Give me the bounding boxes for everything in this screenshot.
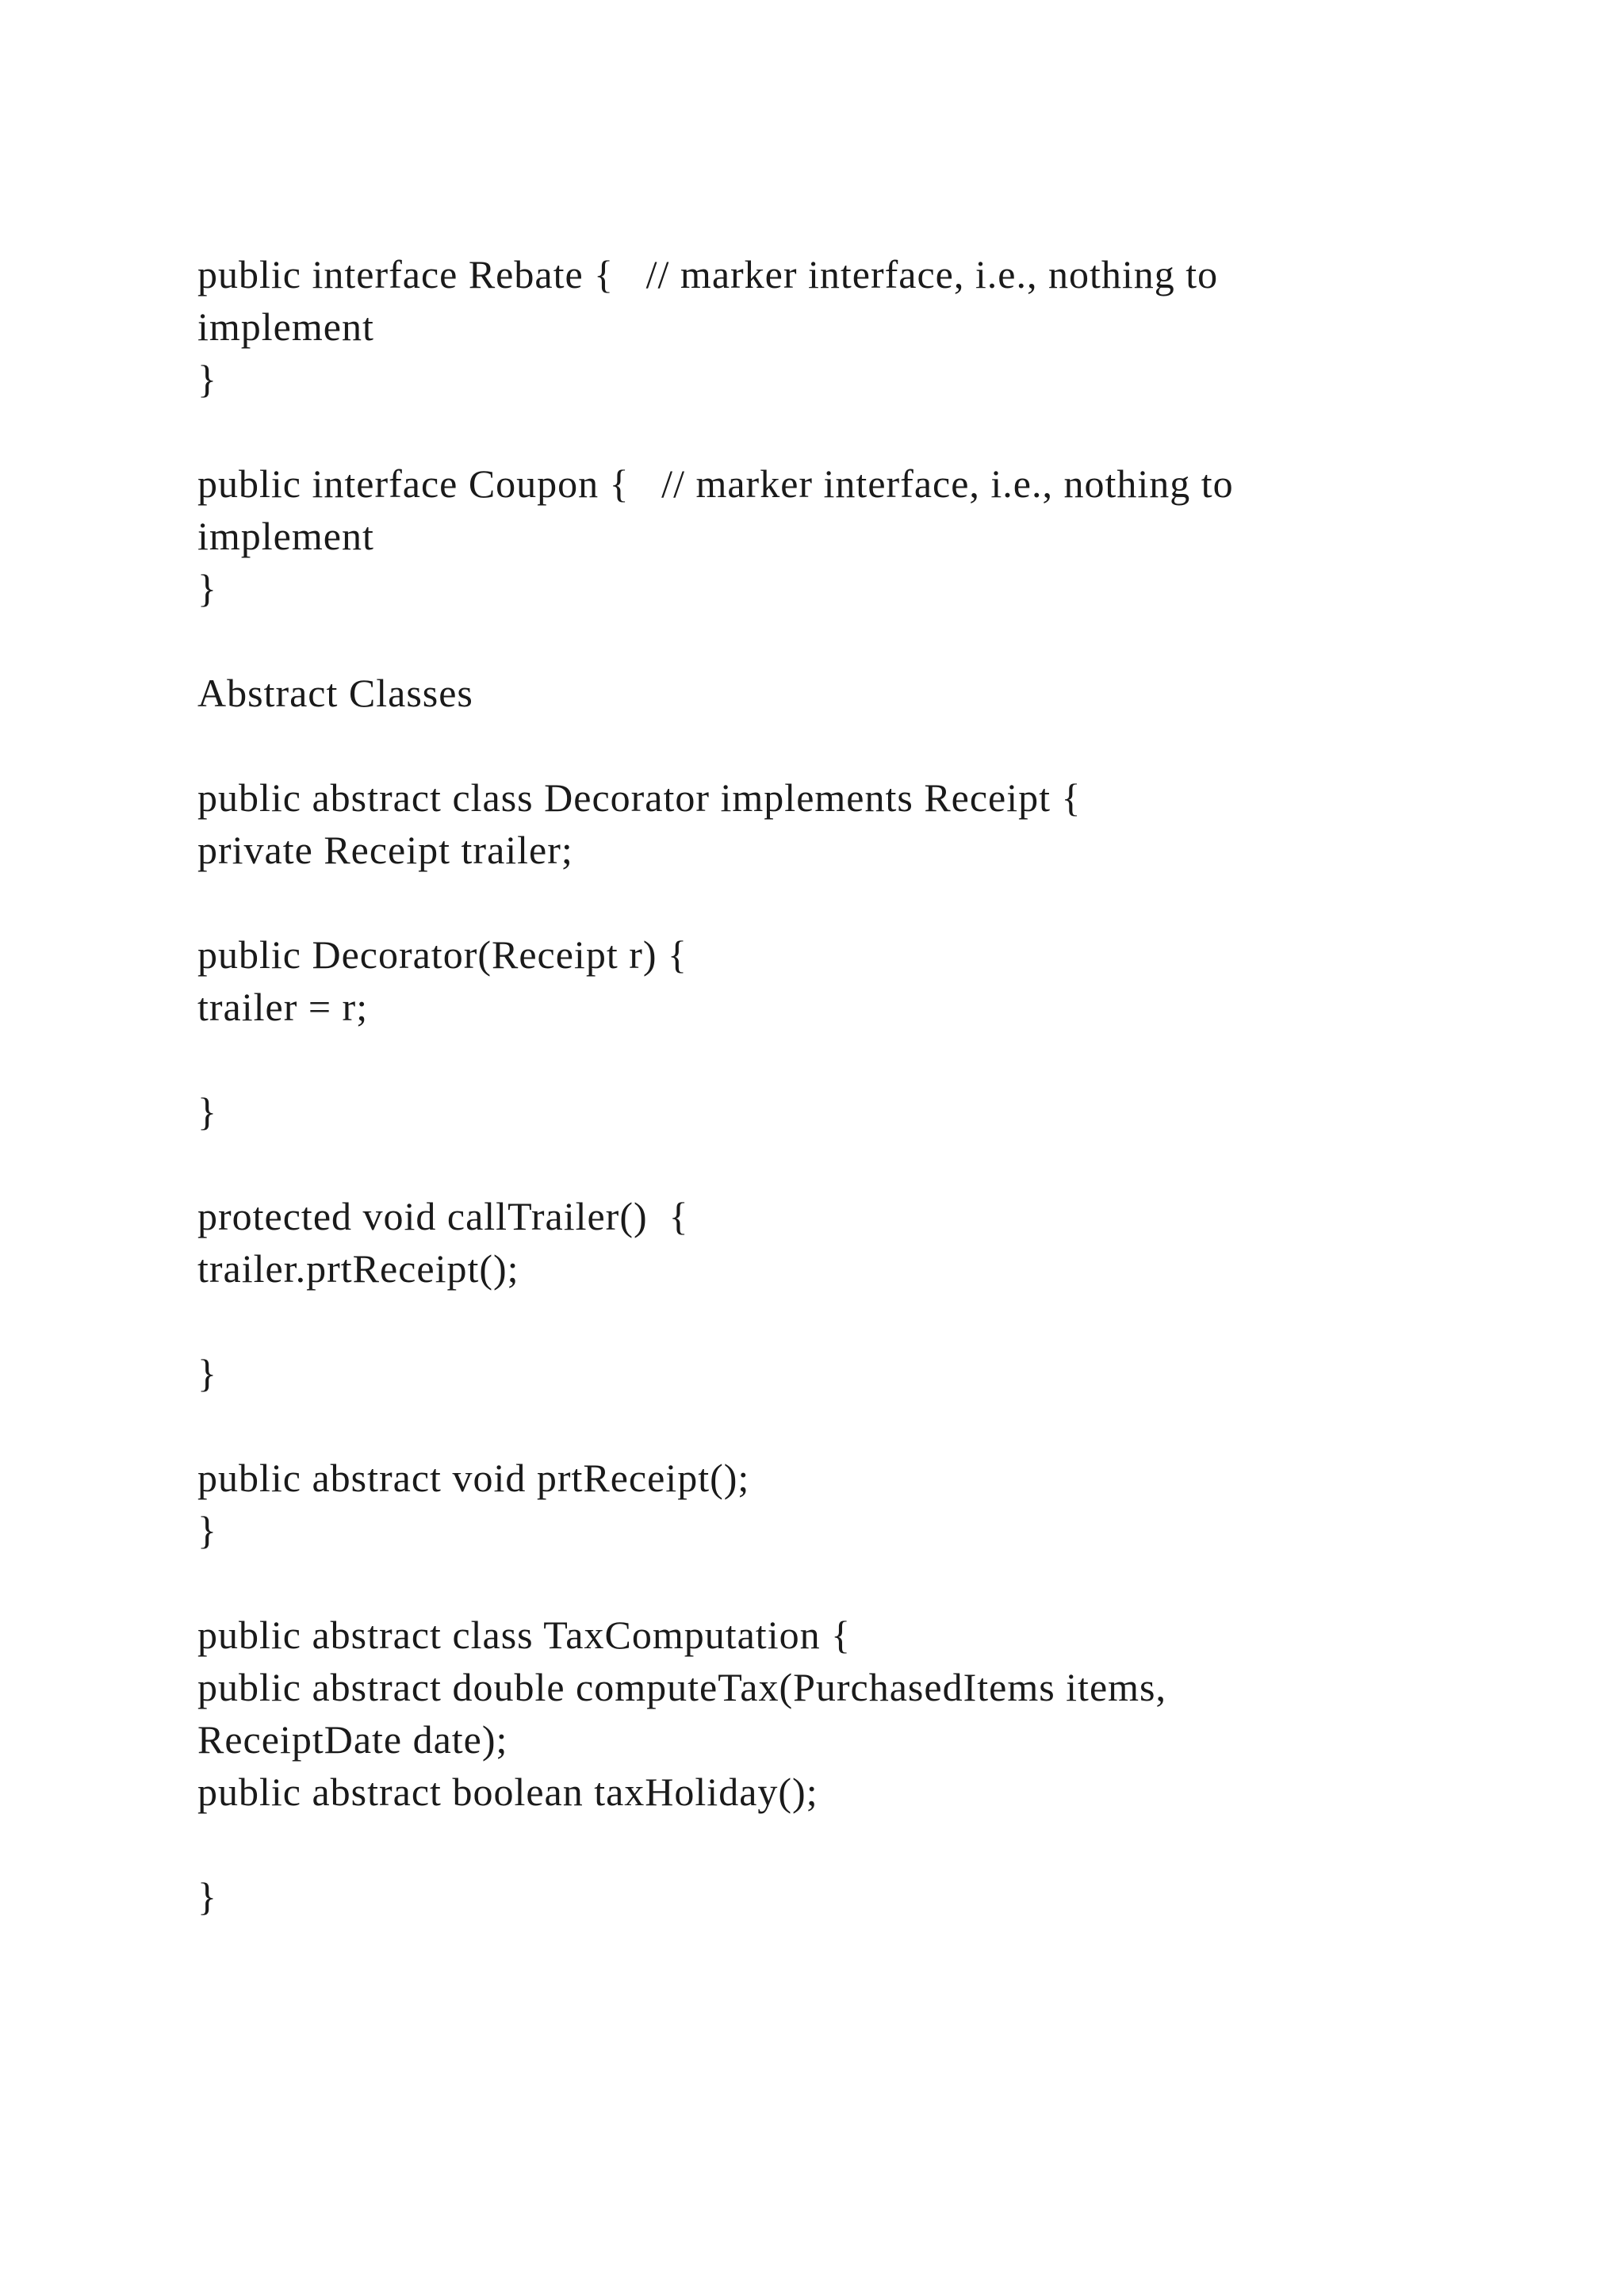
- code-line-call-trailer: protected void callTrailer() {: [197, 1194, 689, 1238]
- code-line-implement: implement: [197, 514, 374, 558]
- code-line-close-brace: }: [197, 1874, 217, 1919]
- code-line-trailer-prt-receipt: trailer.prtReceipt();: [197, 1246, 519, 1291]
- code-line-close-brace: }: [197, 1089, 217, 1134]
- code-line-trailer-field: private Receipt trailer;: [197, 828, 573, 872]
- code-line-close-brace: }: [197, 357, 217, 401]
- code-line-receipt-date-param: ReceiptDate date);: [197, 1717, 508, 1762]
- code-line-decorator-class: public abstract class Decorator implements Receipt {: [197, 775, 1082, 820]
- code-line-tax-computation-class: public abstract class TaxComputation {: [197, 1613, 852, 1657]
- code-line-close-brace: }: [197, 1351, 217, 1395]
- code-line-coupon-interface: public interface Coupon { // marker interface, i.e., nothing to: [197, 461, 1234, 506]
- code-line-close-brace: }: [197, 1508, 217, 1552]
- code-line-abstract-prt-receipt: public abstract void prtReceipt();: [197, 1456, 750, 1500]
- code-line-rebate-interface: public interface Rebate { // marker interface, i.e., nothing to: [197, 252, 1219, 297]
- section-heading-abstract-classes: Abstract Classes: [197, 671, 473, 715]
- code-line-tax-holiday: public abstract boolean taxHoliday();: [197, 1770, 818, 1814]
- code-line-close-brace: }: [197, 566, 217, 610]
- code-line-trailer-assign: trailer = r;: [197, 985, 369, 1029]
- code-line-compute-tax: public abstract double computeTax(PurchasedItems items,: [197, 1665, 1166, 1709]
- code-line-implement: implement: [197, 304, 374, 349]
- code-line-decorator-constructor: public Decorator(Receipt r) {: [197, 932, 688, 977]
